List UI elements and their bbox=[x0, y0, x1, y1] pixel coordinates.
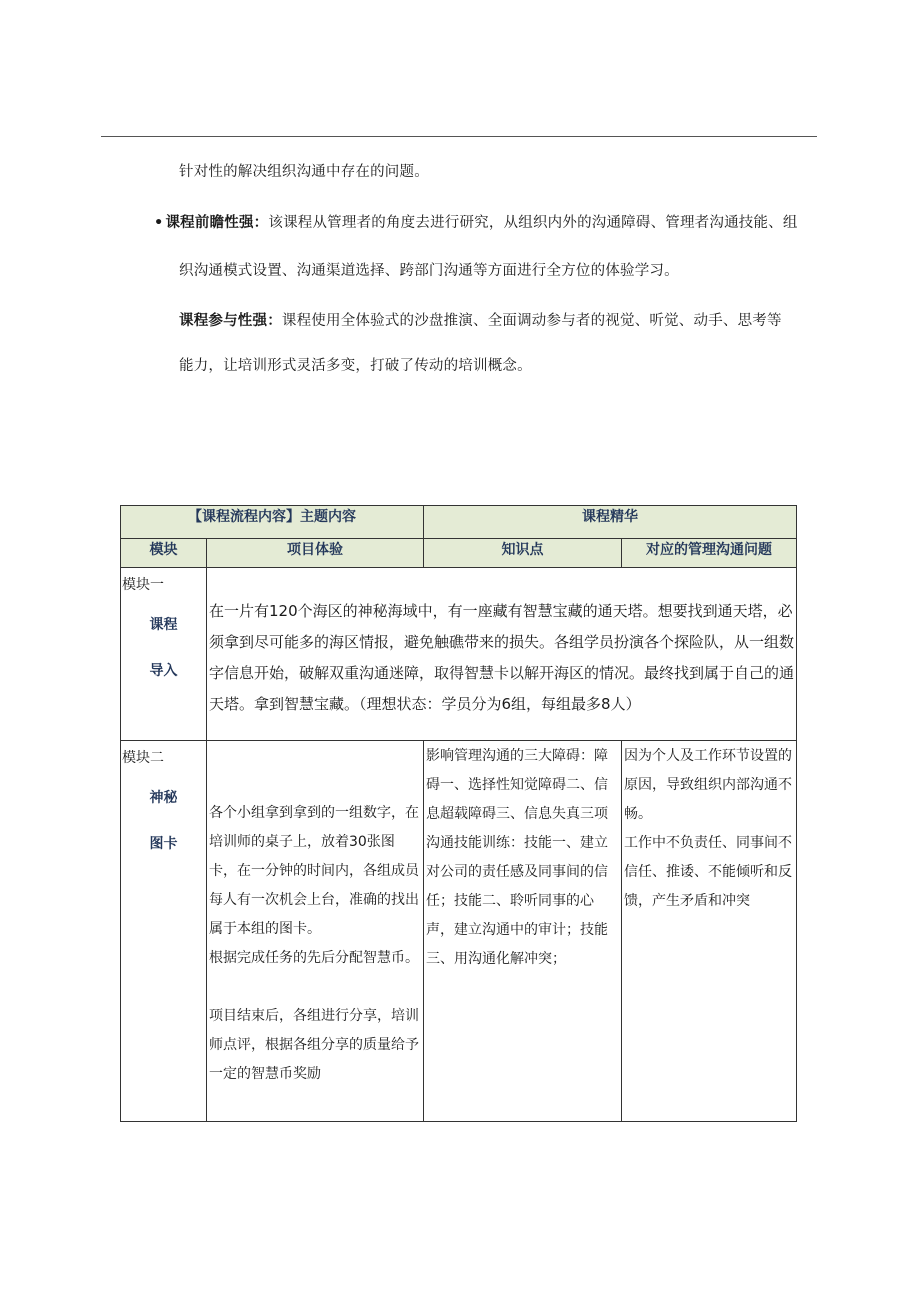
module-label: 模块二 bbox=[122, 750, 164, 766]
module-description: 在一片有120个海区的神秘海域中，有一座藏有智慧宝藏的通天塔。想要找到通天塔，必须拿到尽可能多的海区情报，避免触礁带来的损失。各组学员扮演各个探险队，从一组数字信息开始，破解双重沟通迷障，取得智慧卡以解开海区的情况。最终找到属于自己的通天塔。拿到智慧宝藏。（理想状态：学员分为6组，每组最多8人） bbox=[207, 568, 797, 741]
module-title-line-2: 图卡 bbox=[149, 836, 178, 852]
knowledge-text: 影响管理沟通的三大障碍：障碍一、选择性知觉障碍二、信息超载障碍三、信息失真三项沟通技能训练：技能一、建立对公司的责任感及同事间的信任；技能二、聆听同事的心声，建立沟通中的审计；技能三、用沟通化解冲突； bbox=[426, 748, 608, 967]
header-rule bbox=[101, 136, 817, 137]
table-row bbox=[121, 568, 797, 741]
prospect-text-1: 该课程从管理者的角度去进行研究，从组织内外的沟通障碍、管理者沟通技能、组 bbox=[268, 215, 798, 231]
problem-paragraph-1: 因为个人及工作环节设置的原因，导致组织内部沟通不畅。 bbox=[624, 748, 792, 822]
participation-line-1 bbox=[179, 309, 782, 330]
problem-cell bbox=[622, 741, 797, 1122]
knowledge-cell bbox=[424, 741, 622, 1122]
participation-label: 课程参与性强： bbox=[179, 313, 282, 329]
header-essence: 课程精华 bbox=[424, 506, 797, 539]
project-paragraph-3: 项目结束后，各组进行分享，培训师点评，根据各组分享的质量给予一定的智慧币奖励 bbox=[209, 1008, 419, 1082]
table-subheader-row bbox=[121, 539, 797, 568]
col-project: 项目体验 bbox=[207, 539, 424, 568]
module-cell bbox=[121, 741, 207, 1122]
participation-text-2: 能力，让培训形式灵活多变，打破了传动的培训概念。 bbox=[179, 358, 532, 374]
course-flow-table bbox=[120, 505, 797, 1122]
table-header-row bbox=[121, 506, 797, 539]
project-paragraph-2: 根据完成任务的先后分配智慧币。 bbox=[209, 950, 419, 966]
problem-paragraph-2: 工作中不负责任、同事间不信任、推诿、不能倾听和反馈，产生矛盾和冲突 bbox=[624, 835, 792, 909]
module-label: 模块一 bbox=[122, 577, 164, 593]
project-cell bbox=[207, 741, 424, 1122]
intro-line-1: 针对性的解决组织沟通中存在的问题。 bbox=[179, 164, 429, 180]
prospect-label: 课程前瞻性强： bbox=[165, 215, 269, 231]
bullet-icon: • bbox=[154, 215, 164, 231]
module-cell bbox=[121, 568, 207, 741]
table-row bbox=[121, 741, 797, 1122]
module-title-line-2: 导入 bbox=[149, 663, 178, 679]
col-knowledge: 知识点 bbox=[424, 539, 622, 568]
col-problem: 对应的管理沟通问题 bbox=[622, 539, 797, 568]
module-title-line-1: 课程 bbox=[149, 617, 178, 633]
header-theme: 【课程流程内容】主题内容 bbox=[121, 506, 424, 539]
participation-text-1: 课程使用全体验式的沙盘推演、全面调动参与者的视觉、听觉、动手、思考等 bbox=[281, 313, 782, 329]
col-module: 模块 bbox=[121, 539, 207, 568]
prospect-text-2: 织沟通模式设置、沟通渠道选择、跨部门沟通等方面进行全方位的体验学习。 bbox=[179, 263, 679, 279]
project-paragraph-1: 各个小组拿到拿到的一组数字，在培训师的桌子上，放着30张图卡，在一分钟的时间内，各组成员每人有一次机会上台，准确的找出属于本组的图卡。 bbox=[209, 805, 419, 937]
module-title-line-1: 神秘 bbox=[149, 790, 178, 806]
prospect-line-1 bbox=[154, 211, 798, 232]
